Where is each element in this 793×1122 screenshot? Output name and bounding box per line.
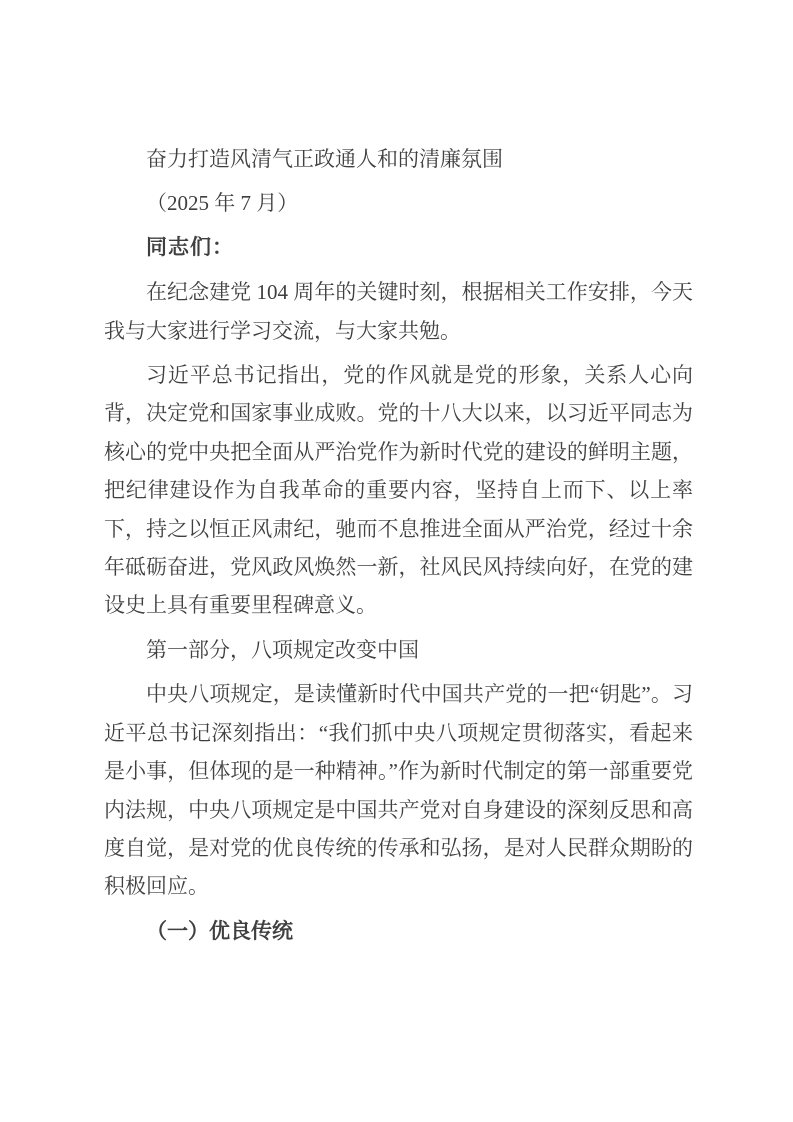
- doc-date-line: （2025 年 7 月）: [146, 191, 299, 216]
- doc-title: 奋力打造风清气正政通人和的清廉氛围: [146, 147, 503, 171]
- section-1-heading: 第一部分，八项规定改变中国: [146, 637, 419, 662]
- paragraph-eight-regulations: 中央八项规定，是读懂新时代中国共产党的一把“钥匙”。习近平总书记深刻指出：“我们抓中央八项规定贯彻落实，看起来是小事，但体现的是一种精神。”作为新时代制定的第一部重要党内法规，中央八项规定是中国共产党对自身建设的深刻反思和高度自觉，是对党的优良传统的传承和弘扬，是对人民群众期盼的积极回应。: [104, 682, 693, 899]
- doc-salutation: 同志们：: [146, 235, 234, 259]
- subsection-1-heading: （一）优良传统: [146, 918, 293, 943]
- paragraph-intro: 在纪念建党 104 周年的关键时刻，根据相关工作安排，今天我与大家进行学习交流，与大家共勉。: [104, 280, 693, 343]
- paragraph-general-secretary-quote: 习近平总书记指出，党的作风就是党的形象，关系人心向背，决定党和国家事业成败。党的十八大以来，以习近平同志为核心的党中央把全面从严治党作为新时代党的建设的鲜明主题，把纪律建设作为自我革命的重要内容，坚持自上而下、以上率下，持之以恒正风肃纪，驰而不息推进全面从严治党，经过十余年砥砺奋进，党风政风焕然一新，社风民风持续向好，在党的建设史上具有重要里程碑意义。: [104, 363, 693, 618]
